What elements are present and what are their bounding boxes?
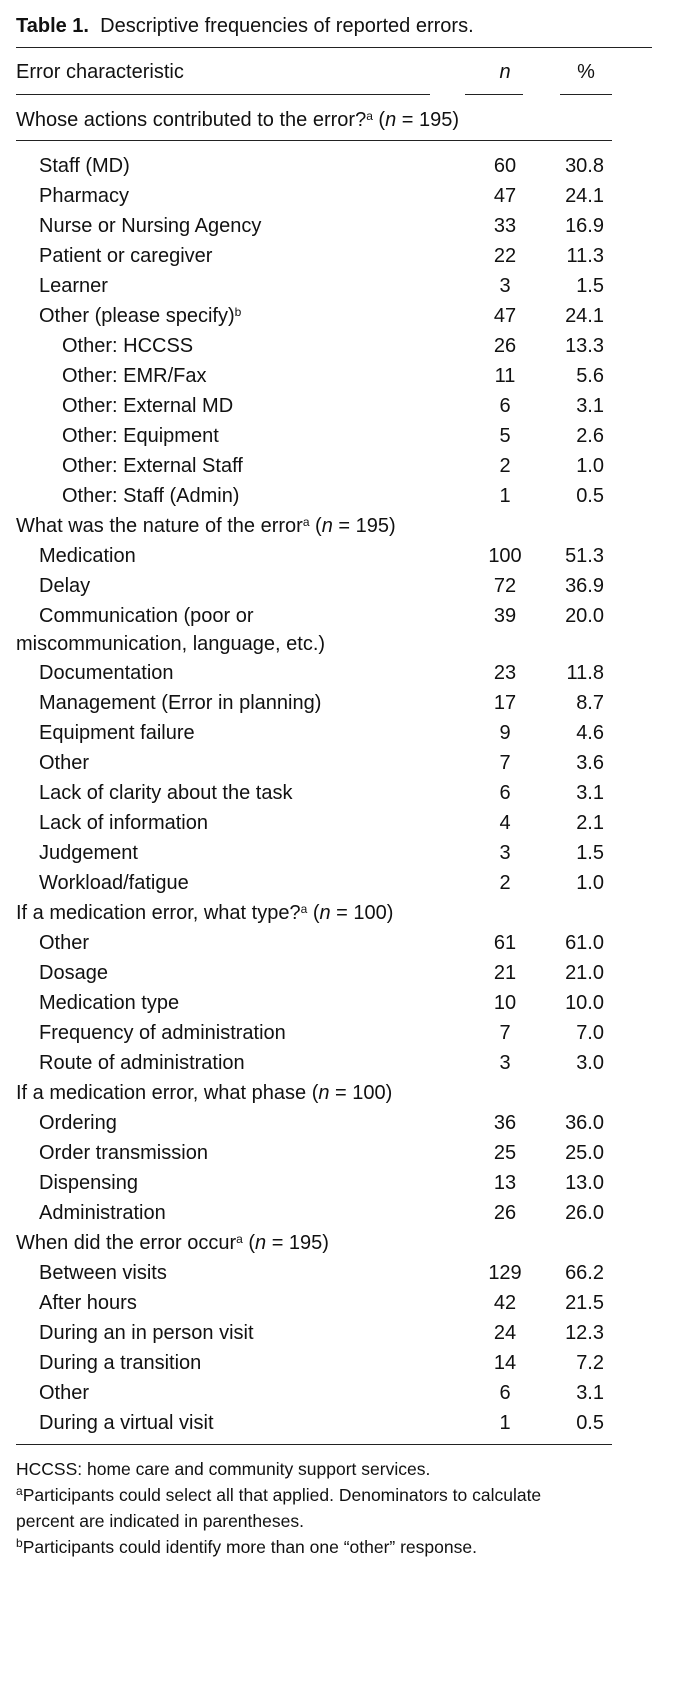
row-label: Other: External Staff <box>62 455 243 477</box>
row-percent: 1.5 <box>576 842 604 864</box>
top-rule <box>16 47 652 48</box>
row-n: 10 <box>493 992 517 1014</box>
row-n: 4 <box>499 812 511 834</box>
row-percent: 61.0 <box>565 932 604 954</box>
row-label: Staff (MD) <box>39 155 130 177</box>
row-label: Order transmission <box>39 1142 208 1164</box>
header-percent: % <box>577 61 595 83</box>
row-label: Documentation <box>39 662 174 684</box>
row-percent: 51.3 <box>565 545 604 567</box>
header-n: n <box>499 61 511 83</box>
row-n: 36 <box>493 1112 517 1134</box>
row-label: Route of administration <box>39 1052 245 1074</box>
row-label: Lack of clarity about the task <box>39 782 293 804</box>
row-label: Medication <box>39 545 136 567</box>
row-n: 11 <box>494 365 516 387</box>
row-percent: 13.3 <box>565 335 604 357</box>
row-n: 1 <box>499 1412 511 1434</box>
header-rule-characteristic <box>16 94 430 95</box>
footnote: HCCSS: home care and community support services. <box>16 1459 431 1479</box>
row-percent: 36.9 <box>565 575 604 597</box>
row-n: 60 <box>493 155 517 177</box>
row-percent: 3.6 <box>576 752 604 774</box>
bottom-rule <box>16 1444 612 1445</box>
row-n: 47 <box>493 185 517 207</box>
header-rule-n <box>465 94 523 95</box>
row-label: Equipment failure <box>39 722 195 744</box>
row-label: Frequency of administration <box>39 1022 286 1044</box>
section-rule <box>16 140 612 141</box>
row-percent: 16.9 <box>565 215 604 237</box>
row-n: 100 <box>488 545 522 567</box>
caption-label: Table 1. <box>16 15 89 37</box>
caption-text: Descriptive frequencies of reported errors. <box>100 15 474 37</box>
row-percent: 8.7 <box>576 692 604 714</box>
row-percent: 20.0 <box>565 605 604 627</box>
row-label: Communication (poor or <box>39 605 254 627</box>
row-n: 42 <box>493 1292 517 1314</box>
row-label: After hours <box>39 1292 137 1314</box>
footnote: $^b$Participants could identify more than one “other” response. <box>16 1536 477 1557</box>
row-n: 33 <box>493 215 517 237</box>
row-percent: 0.5 <box>576 1412 604 1434</box>
row-label: Other: EMR/Fax <box>62 365 207 387</box>
row-label: Ordering <box>39 1112 117 1134</box>
row-percent: 3.1 <box>576 395 604 417</box>
row-n: 72 <box>493 575 517 597</box>
row-percent: 0.5 <box>576 485 604 507</box>
row-percent: 2.6 <box>576 425 604 447</box>
row-percent: 2.1 <box>576 812 604 834</box>
row-n: 47 <box>493 305 517 327</box>
row-n: 17 <box>493 692 517 714</box>
row-label: Administration <box>39 1202 166 1224</box>
row-n: 21 <box>493 962 517 984</box>
row-percent: 7.2 <box>576 1352 604 1374</box>
row-label: Workload/fatigue <box>39 872 189 894</box>
row-label: Other: Equipment <box>62 425 219 447</box>
row-n: 7 <box>499 752 511 774</box>
header-characteristic: Error characteristic <box>16 61 184 83</box>
row-percent: 26.0 <box>565 1202 604 1224</box>
row-label: Patient or caregiver <box>39 245 213 267</box>
row-label: Learner <box>39 275 108 297</box>
footnote: $^a$Participants could select all that applied. Denominators to calculate <box>16 1484 542 1505</box>
row-label: Delay <box>39 575 91 597</box>
row-n: 24 <box>493 1322 517 1344</box>
row-label: During a virtual visit <box>39 1412 214 1434</box>
row-label: Lack of information <box>39 812 208 834</box>
row-label: Other (please specify)$^b$ <box>39 305 242 327</box>
row-n: 9 <box>499 722 511 744</box>
row-n: 25 <box>493 1142 517 1164</box>
row-percent: 1.0 <box>576 872 604 894</box>
row-label: Nurse or Nursing Agency <box>39 215 262 237</box>
row-n: 23 <box>493 662 517 684</box>
row-label: Medication type <box>39 992 180 1014</box>
row-percent: 1.0 <box>576 455 604 477</box>
row-n: 3 <box>499 1052 511 1074</box>
row-label-continued: miscommunication, language, etc.) <box>16 633 326 655</box>
section-title-label: What was the nature of the error$^a$ (n = 195) <box>16 515 396 537</box>
row-label: Management (Error in planning) <box>39 692 322 714</box>
row-percent: 25.0 <box>565 1142 604 1164</box>
row-label: Between visits <box>39 1262 167 1284</box>
row-percent: 11.8 <box>566 662 604 684</box>
section-title-label: When did the error occur$^a$ (n = 195) <box>16 1232 329 1254</box>
row-percent: 13.0 <box>565 1172 604 1194</box>
section-title-label: If a medication error, what phase (n = 100) <box>16 1082 393 1104</box>
row-label: Other: Staff (Admin) <box>62 485 240 507</box>
row-percent: 7.0 <box>576 1022 604 1044</box>
row-label: During a transition <box>39 1352 202 1374</box>
section-title-label: Whose actions contributed to the error?$^a$ (n = 195) <box>16 109 460 131</box>
row-n: 7 <box>499 1022 511 1044</box>
row-n: 26 <box>493 335 517 357</box>
row-percent: 5.6 <box>576 365 604 387</box>
row-percent: 21.5 <box>565 1292 604 1314</box>
row-percent: 24.1 <box>565 305 604 327</box>
row-percent: 1.5 <box>576 275 604 297</box>
row-percent: 3.1 <box>576 782 604 804</box>
row-n: 14 <box>493 1352 517 1374</box>
row-n: 22 <box>493 245 517 267</box>
row-n: 3 <box>499 275 511 297</box>
section-title-label: If a medication error, what type?$^a$ (n = 100) <box>16 902 394 924</box>
footnote: percent are indicated in parentheses. <box>16 1511 304 1531</box>
row-percent: 3.0 <box>576 1052 604 1074</box>
row-n: 6 <box>499 782 511 804</box>
row-percent: 24.1 <box>565 185 604 207</box>
row-label: During an in person visit <box>39 1322 254 1344</box>
row-percent: 10.0 <box>565 992 604 1014</box>
row-n: 13 <box>493 1172 517 1194</box>
header-rule-percent <box>560 94 612 95</box>
row-n: 3 <box>499 842 511 864</box>
row-label: Judgement <box>39 842 138 864</box>
row-label: Dosage <box>39 962 108 984</box>
row-label: Other <box>39 932 90 954</box>
row-label: Pharmacy <box>39 185 130 207</box>
row-label: Other: External MD <box>62 395 234 417</box>
row-n: 129 <box>488 1262 522 1284</box>
row-n: 61 <box>493 932 517 954</box>
row-n: 2 <box>499 872 511 894</box>
row-label: Dispensing <box>39 1172 138 1194</box>
row-label: Other <box>39 752 90 774</box>
row-percent: 21.0 <box>565 962 604 984</box>
row-n: 39 <box>493 605 517 627</box>
table-caption <box>16 12 474 40</box>
row-percent: 30.8 <box>565 155 604 177</box>
row-n: 1 <box>499 485 511 507</box>
row-percent: 36.0 <box>565 1112 604 1134</box>
row-n: 26 <box>493 1202 517 1224</box>
row-n: 6 <box>499 1382 511 1404</box>
row-percent: 12.3 <box>565 1322 604 1344</box>
row-percent: 66.2 <box>565 1262 604 1284</box>
row-percent: 3.1 <box>576 1382 604 1404</box>
row-label: Other: HCCSS <box>62 335 194 357</box>
row-percent: 4.6 <box>576 722 604 744</box>
row-n: 6 <box>499 395 511 417</box>
row-n: 5 <box>499 425 511 447</box>
row-label: Other <box>39 1382 90 1404</box>
row-n: 2 <box>499 455 511 477</box>
row-percent: 11.3 <box>566 245 604 267</box>
